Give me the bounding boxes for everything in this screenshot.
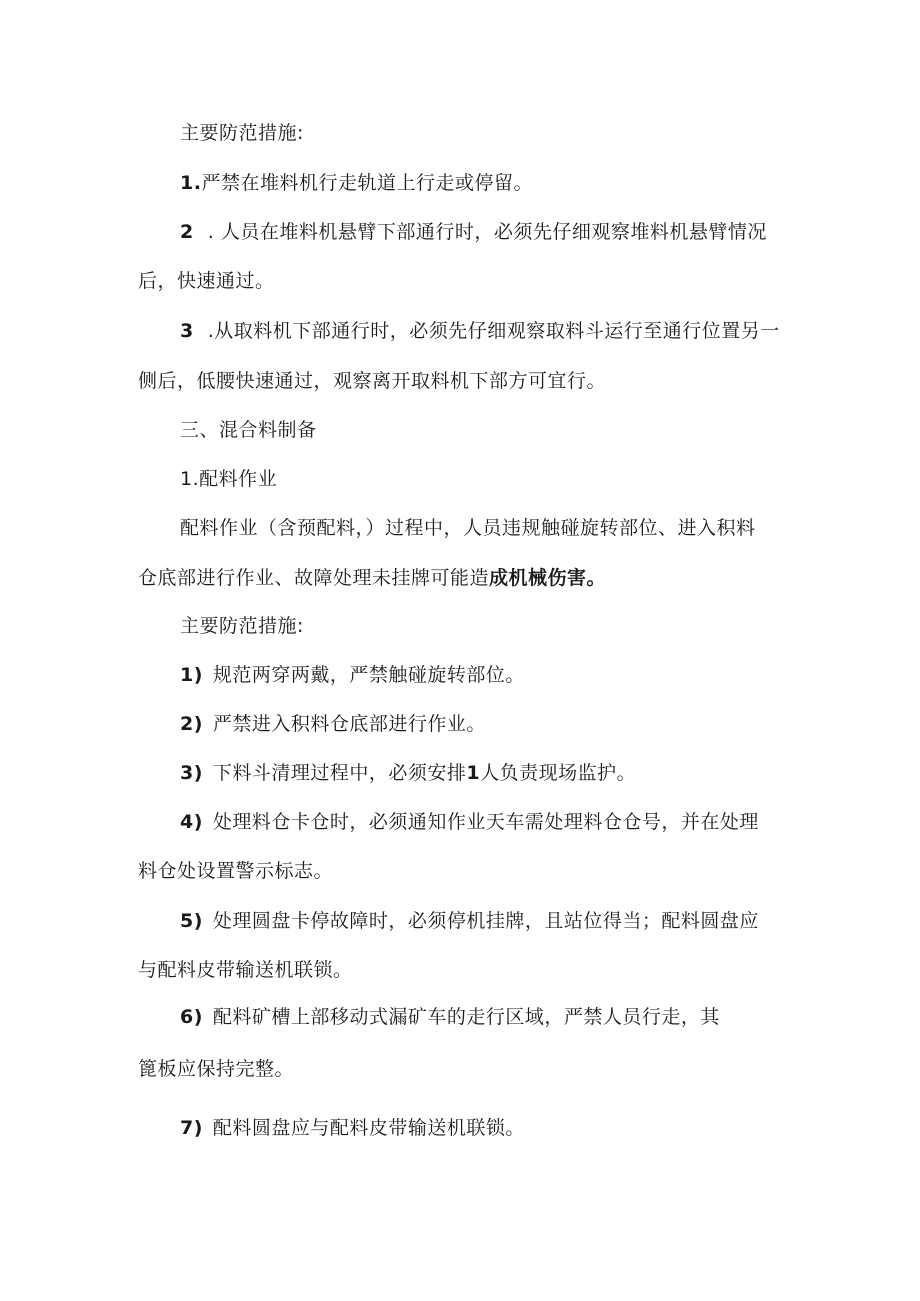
list-item-1 (180, 662, 525, 688)
list-item-text: 配料圆盘应与配料皮带输送机联锁。 (212, 1117, 525, 1139)
measure-2-number: 2 (180, 221, 194, 243)
list-item-number: 3) (180, 762, 203, 784)
list-item-4 (180, 809, 759, 835)
list-item-text: 配料矿槽上部移动式漏矿车的走行区域，严禁人员行走，其 (212, 1006, 720, 1028)
measure-1-number: 1. (180, 172, 202, 194)
list-item-text: 下料斗清理过程中，必须安排 (212, 762, 467, 784)
list-item-7 (180, 1115, 525, 1141)
paragraph-line-2-text: 仓底部进行作业、故障处理未挂牌可能造 (138, 567, 490, 589)
list-item-4-continuation: 料仓处设置警示标志。 (138, 860, 334, 882)
subsection-title: 1.配料作业 (180, 468, 278, 490)
measure-3-number: 3 (180, 320, 194, 342)
section-title: 三、混合料制备 (180, 419, 317, 441)
list-item-text: 人负责现场监护。 (480, 762, 637, 784)
list-item-emphasis: 1 (466, 762, 481, 784)
list-item-text: 处理圆盘卡停故障时，必须停机挂牌，且站位得当；配料圆盘应 (212, 910, 759, 932)
measures-heading-1: 主要防范措施: (180, 122, 304, 144)
measure-3-continuation: 侧后，低腰快速通过，观察离开取料机下部方可宜行。 (138, 370, 607, 392)
measure-2 (180, 219, 767, 245)
list-item-text: 严禁进入积料仓底部进行作业。 (212, 713, 486, 735)
list-item-number: 1) (180, 664, 203, 686)
list-item-number: 5) (180, 910, 203, 932)
list-item-3 (180, 760, 636, 786)
list-item-text: 处理料仓卡仓时，必须通知作业天车需处理料仓仓号，并在处理 (212, 811, 759, 833)
measure-3-text: .从取料机下部通行时，必须先仔细观察取料斗运行至通行位置另一 (207, 320, 780, 342)
measure-1 (180, 170, 533, 196)
list-item-2 (180, 711, 486, 737)
list-item-number: 7) (180, 1117, 203, 1139)
measure-2-continuation: 后，快速通过。 (138, 270, 275, 292)
measure-3 (180, 318, 780, 344)
list-item-5 (180, 908, 759, 934)
list-item-6 (180, 1004, 720, 1030)
paragraph-line-2 (138, 565, 606, 591)
list-item-number: 2) (180, 713, 203, 735)
list-item-number: 6) (180, 1006, 203, 1028)
measures-heading-2: 主要防范措施: (180, 615, 304, 637)
paragraph-line-1: 配料作业（含预配料，）过程中，人员违规触碰旋转部位、进入积料 (180, 517, 756, 539)
list-item-6-continuation: 篦板应保持完整。 (138, 1058, 295, 1080)
list-item-text: 规范两穿两戴，严禁触碰旋转部位。 (212, 664, 525, 686)
measure-2-text: . 人员在堆料机悬臂下部通行时，必须先仔细观察堆料机悬臂情况 (207, 221, 767, 243)
paragraph-emphasis: 成机械伤害。 (489, 567, 607, 589)
list-item-number: 4) (180, 811, 203, 833)
measure-1-text: 严禁在堆料机行走轨道上行走或停留。 (201, 172, 533, 194)
list-item-5-continuation: 与配料皮带输送机联锁。 (138, 959, 353, 981)
